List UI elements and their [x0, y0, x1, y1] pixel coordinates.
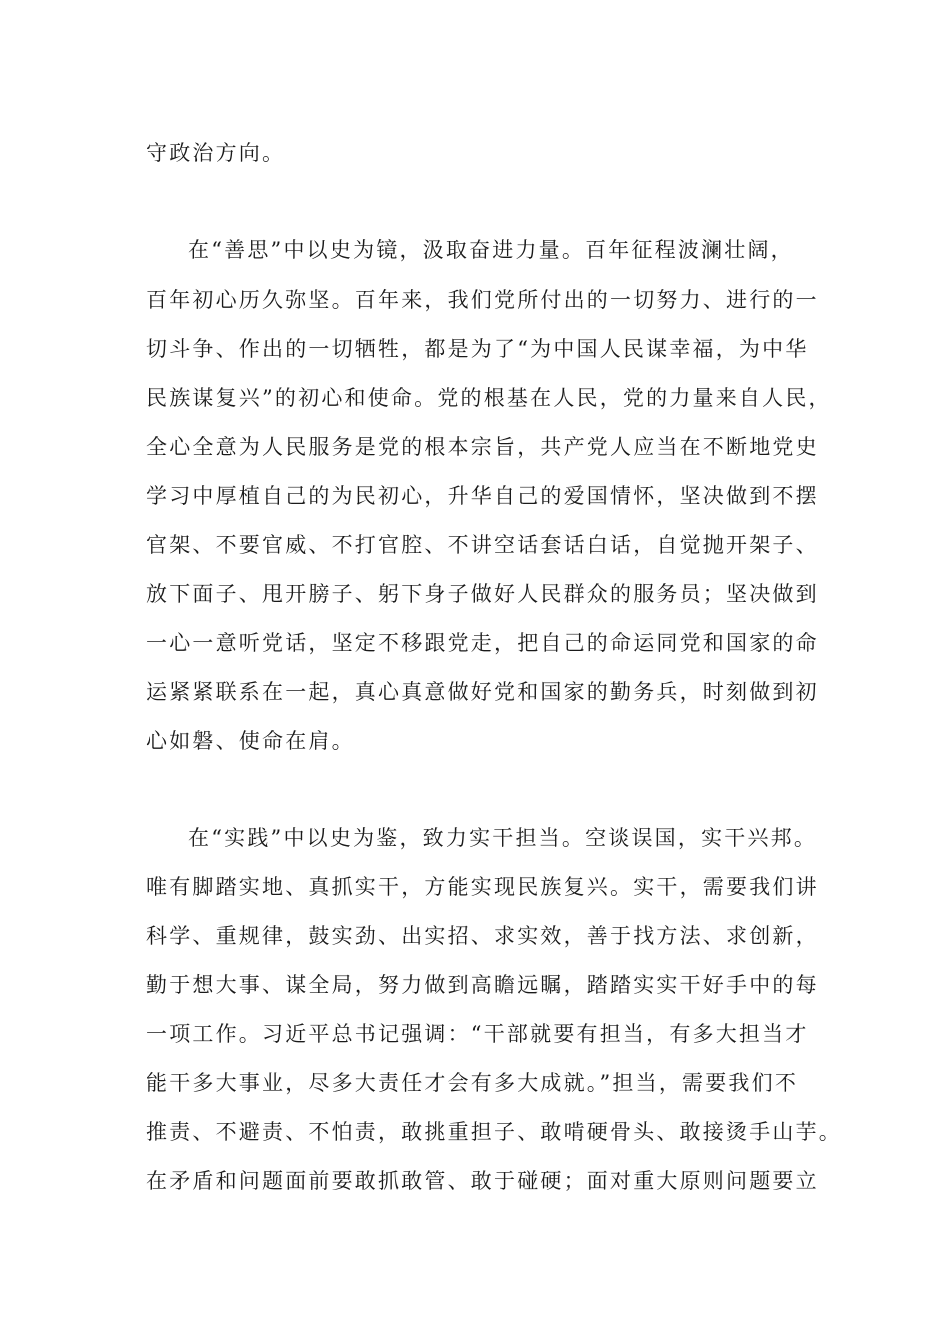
- text-line: 能干多大事业，尽多大责任才会有多大成就。”担当，需要我们不: [146, 1071, 799, 1095]
- text-line: 唯有脚踏实地、真抓实干，方能实现民族复兴。实干，需要我们讲: [146, 875, 819, 899]
- text-line: 运紧紧联系在一起，真心真意做好党和国家的勤务兵，时刻做到初: [146, 680, 819, 704]
- text-line: 民族谋复兴”的初心和使命。党的根基在人民，党的力量来自人民，: [146, 386, 832, 410]
- text-line: 切斗争、作出的一切牺牲，都是为了“为中国人民谋幸福，为中华: [146, 337, 809, 361]
- text-line: 心如磐、使命在肩。: [146, 729, 355, 753]
- text-line: 全心全意为人民服务是党的根本宗旨，共产党人应当在不断地党史: [146, 435, 819, 459]
- text-line: 一心一意听党话，坚定不移跟党走，把自己的命运同党和国家的命: [146, 631, 819, 655]
- text-line: 在矛盾和问题面前要敢抓敢管、敢于碰硬；面对重大原则问题要立: [146, 1169, 819, 1193]
- text-line: 官架、不要官威、不打官腔、不讲空话套话白话，自觉抛开架子、: [146, 533, 819, 557]
- text-line: 百年初心历久弥坚。百年来，我们党所付出的一切努力、进行的一: [146, 288, 819, 312]
- text-line: 放下面子、甩开膀子、躬下身子做好人民群众的服务员；坚决做到: [146, 582, 819, 606]
- paragraph-first-line: 在“实践”中以史为鉴，致力实干担当。空谈误国，实干兴邦。: [188, 826, 818, 850]
- text-line: 推责、不避责、不怕责，敢挑重担子、敢啃硬骨头、敢接烫手山芋。: [146, 1120, 842, 1144]
- text-line: 学习中厚植自己的为民初心，升华自己的爱国情怀，坚决做到不摆: [146, 484, 819, 508]
- text-line: 守政治方向。: [146, 141, 286, 165]
- text-line: 勤于想大事、谋全局，努力做到高瞻远瞩，踏踏实实干好手中的每: [146, 973, 819, 997]
- text-line: 一项工作。习近平总书记强调：“干部就要有担当，有多大担当才: [146, 1022, 809, 1046]
- text-line: 科学、重规律，鼓实劲、出实招、求实效，善于找方法、求创新，: [146, 924, 819, 948]
- paragraph-first-line: 在“善思”中以史为镜，汲取奋进力量。百年征程波澜壮阔，: [188, 238, 794, 262]
